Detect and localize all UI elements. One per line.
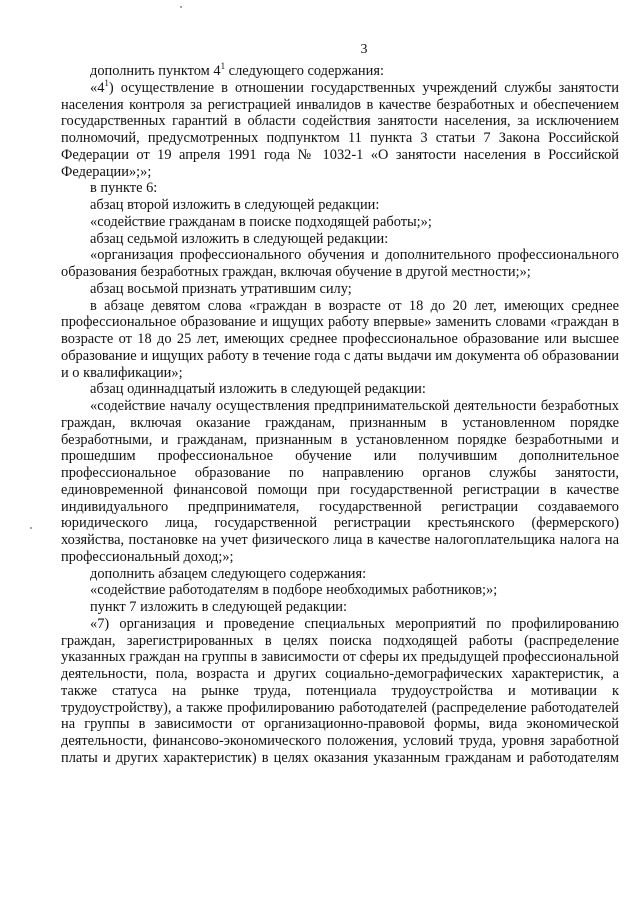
paragraph-point-4-1: «$4^1$) осуществление в отношении государственных учреждений службы занятости населения контроля за регистрацией инвалидов в качестве безработных и обеспечением государственных гарантий в области содействия занятости населения, за исключением полномочий, предусмотренных подпунктом 11 пункта 3 статьи 7 Закона Российской Федерации от 19 апреля 1991 года № 1032-1 «О занятости населения в Российской Федерации»;»;	[61, 77, 619, 180]
paragraph-employer-assistance: «содействие работодателям в подборе необходимых работников;»;	[90, 582, 498, 599]
paragraph-point-6-heading: в пункте 6:	[90, 180, 158, 197]
paragraph-training-organization: «организация профессионального обучения и дополнительного профессионального образования безработных граждан, включая обучение в другой местности;»;	[61, 247, 619, 280]
scan-speck	[180, 6, 182, 8]
paragraph-add-abzac: дополнить абзацем следующего содержания:	[90, 565, 367, 582]
paragraph-second-abzac: абзац второй изложить в следующей редакции:	[90, 197, 380, 213]
paragraph-point-7-heading: пункт 7 изложить в следующей редакции:	[90, 599, 347, 615]
scan-speck	[30, 527, 32, 529]
paragraph-eighth-abzac-void: абзац восьмой признать утратившим силу;	[90, 280, 352, 297]
paragraph-ninth-abzac-replace: в абзаце девятом слова «граждан в возрасте от 18 до 20 лет, имеющих среднее профессиональное образование и ищущих работу впервые» заменить словами «граждан в возрасте от 18 до 25 лет, имеющих среднее профессиональное образование или высшее образование и ищущих работу в течение года с даты выдачи им документа об образовании и о квалификации»;	[61, 297, 619, 381]
paragraph-seventh-abzac: абзац седьмой изложить в следующей редакции:	[90, 230, 389, 247]
paragraph-entrepreneurship-assistance: «содействие началу осуществления предпринимательской деятельности безработных граждан, включая оказание гражданам, признанным в установленном порядке безработными, и гражданам, признанным в установленном порядке безработными и прошедшим профессиональное обучение или получившим дополнительное профессиональное образование по направлению органов службы занятости, единовременной финансовой помощи при государственной регистрации в качестве индивидуального предпринимателя, государственной регистрации создаваемого юридического лица, государственной регистрации крестьянского (фермерского) хозяйства, постановке на учет физического лица в качестве налогоплательщика налога на профессиональный доход;»;	[61, 398, 619, 565]
paragraph-amend-point: дополнить пунктом $4^1$ следующего содержания:	[90, 61, 384, 79]
document-body	[61, 63, 619, 767]
page-number: 3	[360, 42, 368, 57]
paragraph-profiling: «7) организация и проведение специальных мероприятий по профилированию граждан, зарегистрированных в целях поиска подходящей работы (распределение указанных граждан на группы в зависимости от сферы их предыдущей профессиональной деятельности, пола, возраста и других социально-демографических характеристик, а также статуса на рынке труда, потенциала трудоустройства и мотивации к трудоустройству), а также профилированию работодателей (распределение работодателей на группы в зависимости от организационно-правовой формы, вида экономической деятельности, финансово-экономического положения, условий труда, уровня заработной платы и других характеристик) в целях оказания указанным гражданам и работодателям	[61, 615, 619, 766]
paragraph-job-search-assistance: «содействие гражданам в поиске подходящей работы;»;	[90, 213, 432, 230]
paragraph-eleventh-abzac: абзац одиннадцатый изложить в следующей редакции:	[90, 381, 426, 398]
